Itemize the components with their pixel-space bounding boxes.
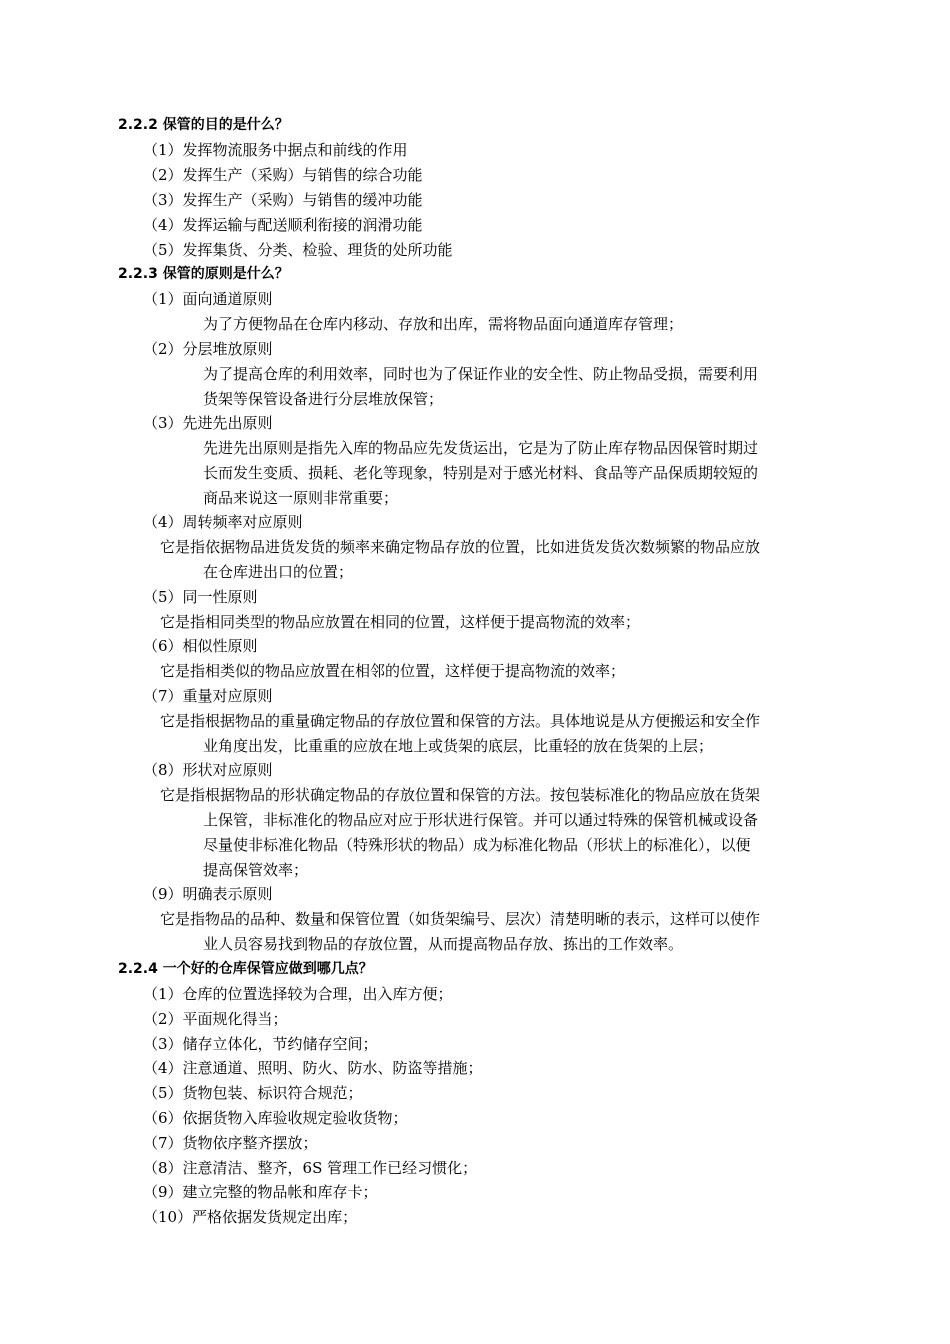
principle-title: （8）形状对应原则 (143, 761, 273, 779)
principle-text: 业人员容易找到物品的存放位置，从而提高物品存放、拣出的工作效率。 (203, 935, 684, 953)
principle-text: 在仓库进出口的位置； (203, 563, 354, 581)
principle-title: （9）明确表示原则 (143, 885, 273, 903)
principle-text: 为了方便物品在仓库内移动、存放和出库，需将物品面向通道库存管理； (203, 315, 684, 333)
list-item: （8）注意清洁、整齐，6S 管理工作已经习惯化； (143, 1159, 478, 1177)
list-item: （2）平面规化得当； (143, 1010, 288, 1028)
section-heading-2-2-3: 2.2.3 保管的原则是什么？ (118, 266, 289, 282)
principle-title: （5）同一性原则 (143, 588, 258, 606)
principle-text: 它是指相类似的物品应放置在相邻的位置，这样便于提高物流的效率； (160, 662, 626, 680)
list-item: （1）仓库的位置选择较为合理，出入库方便； (143, 985, 453, 1003)
principle-text: 它是指根据物品的形状确定物品的存放位置和保管的方法。按包装标准化的物品应放在货架 (160, 786, 761, 804)
principle-title: （7）重量对应原则 (143, 687, 273, 705)
principle-title: （4）周转频率对应原则 (143, 513, 303, 531)
principle-text: 它是指相同类型的物品应放置在相同的位置，这样便于提高物流的效率； (160, 613, 641, 631)
principle-text: 它是指物品的品种、数量和保管位置（如货架编号、层次）清楚明晰的表示，这样可以使作 (160, 910, 761, 928)
principle-text: 上保管，非标准化的物品应对应于形状进行保管。并可以通过特殊的保管机械或设备 (203, 811, 759, 829)
principle-text: 长而发生变质、损耗、老化等现象，特别是对于感光材料、食品等产品保质期较短的 (203, 464, 759, 482)
principle-text: 尽量使非标准化物品（特殊形状的物品）成为标准化物品（形状上的标准化），以便 (203, 836, 751, 854)
principle-text: 它是指依据物品进货发货的频率来确定物品存放的位置，比如进货发货次数频繁的物品应放 (160, 538, 761, 556)
section-heading-2-2-2: 2.2.2 保管的目的是什么？ (118, 117, 289, 133)
list-item: （5）发挥集货、分类、检验、理货的处所功能 (143, 241, 453, 259)
principle-text: 先进先出原则是指先入库的物品应先发货运出，它是为了防止库存物品因保管时期过 (203, 439, 759, 457)
principle-text: 它是指根据物品的重量确定物品的存放位置和保管的方法。具体地说是从方便搬运和安全作 (160, 712, 761, 730)
principle-title: （6）相似性原则 (143, 637, 258, 655)
list-item: （9）建立完整的物品帐和库存卡； (143, 1183, 378, 1201)
list-item: （1）发挥物流服务中据点和前线的作用 (143, 141, 408, 159)
list-item: （3）发挥生产（采购）与销售的缓冲功能 (143, 191, 423, 209)
principle-text: 业角度出发，比重重的应放在地上或货架的底层，比重轻的放在货架的上层； (203, 737, 714, 755)
list-item: （2）发挥生产（采购）与销售的综合功能 (143, 166, 423, 184)
section-heading-2-2-4: 2.2.4 一个好的仓库保管应做到哪几点？ (118, 961, 373, 977)
list-item: （3）储存立体化，节约储存空间； (143, 1035, 378, 1053)
principle-text: 提高保管效率； (203, 861, 309, 879)
list-item: （7）货物依序整齐摆放； (143, 1134, 318, 1152)
principle-title: （1）面向通道原则 (143, 290, 273, 308)
principle-text: 货架等保管设备进行分层堆放保管； (203, 390, 444, 408)
principle-title: （3）先进先出原则 (143, 414, 273, 432)
list-item: （5）货物包装、标识符合规范； (143, 1084, 363, 1102)
list-item: （6）依据货物入库验收规定验收货物； (143, 1109, 408, 1127)
list-item: （10）严格依据发货规定出库； (143, 1208, 358, 1226)
list-item: （4）注意通道、照明、防火、防水、防盗等措施； (143, 1059, 483, 1077)
list-item: （4）发挥运输与配送顺利衔接的润滑功能 (143, 216, 423, 234)
principle-text: 为了提高仓库的利用效率，同时也为了保证作业的安全性、防止物品受损，需要利用 (203, 365, 759, 383)
principle-text: 商品来说这一原则非常重要； (203, 489, 399, 507)
principle-title: （2）分层堆放原则 (143, 340, 273, 358)
